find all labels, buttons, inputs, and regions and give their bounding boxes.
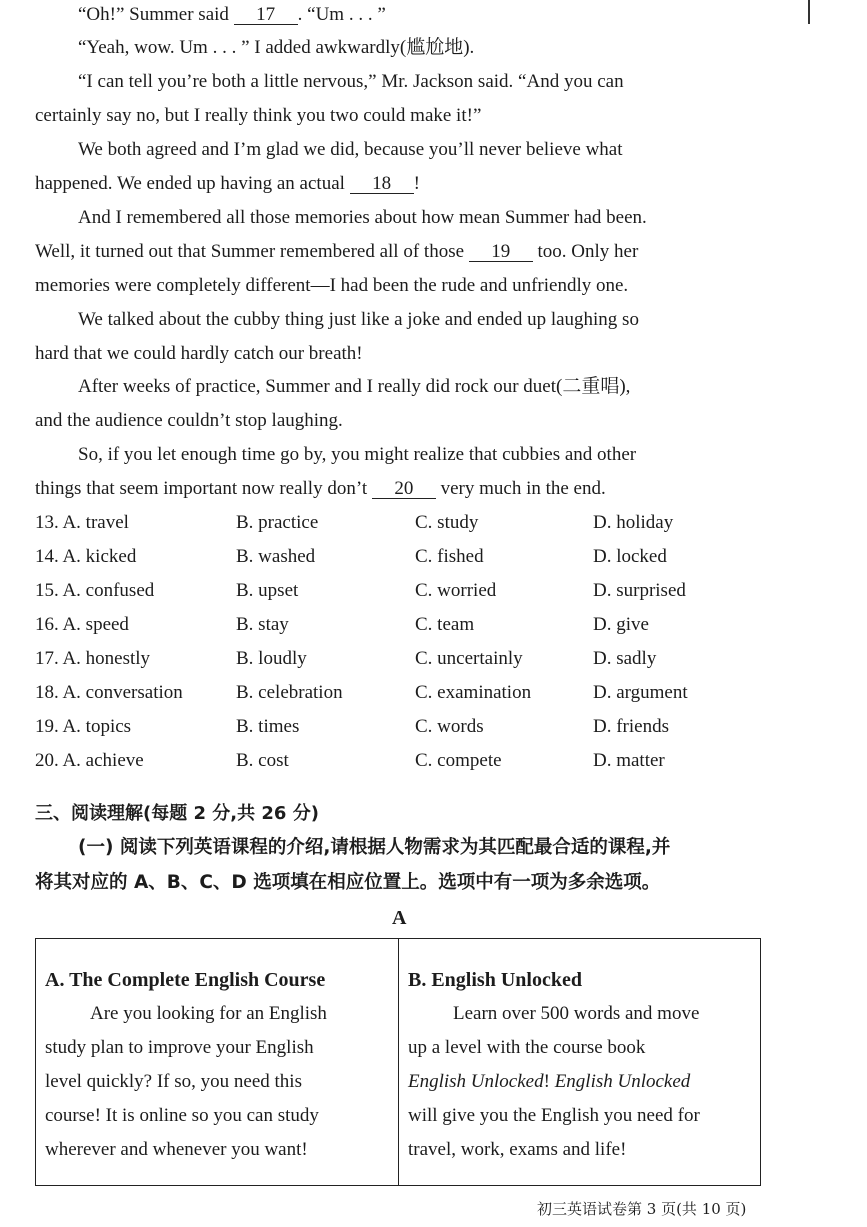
passage-line-11: hard that we could hardly catch our breath! (35, 343, 363, 364)
question-14-option-b: B. washed (236, 546, 316, 567)
passage-line-14: So, if you let enough time go by, you might realize that cubbies and other (78, 444, 637, 465)
question-15-option-b: B. upset (236, 580, 299, 601)
page-footer: 初三英语试卷第 3 页(共 10 页) (537, 1200, 747, 1218)
question-14-option-d: D. locked (593, 546, 667, 567)
question-17-option-a: 17. A. honestly (35, 648, 151, 669)
course-b-line-4: will give you the English you need for (408, 1105, 700, 1126)
question-15-option-a: 15. A. confused (35, 580, 155, 601)
question-17-option-c: C. uncertainly (415, 648, 523, 669)
course-a-line-5: wherever and whenever you want! (45, 1139, 308, 1160)
course-b-line-3: English Unlocked! English Unlocked (408, 1071, 691, 1092)
question-19-option-b: B. times (236, 716, 300, 737)
question-18-option-d: D. argument (593, 682, 688, 703)
passage-line-13: and the audience couldn’t stop laughing. (35, 410, 343, 431)
passage-line-2: “Yeah, wow. Um . . . ” I added awkwardly(尴尬地). (78, 37, 475, 58)
blank-20: 20 (372, 479, 436, 499)
passage-line-5: We both agreed and I’m glad we did, because you’ll never believe what (78, 139, 623, 160)
question-18-option-b: B. celebration (236, 682, 343, 703)
course-b-line-2: up a level with the course book (408, 1037, 646, 1058)
course-table (35, 938, 761, 1186)
blank-18: 18 (350, 174, 414, 194)
question-14-option-c: C. fished (415, 546, 484, 567)
question-13-option-d: D. holiday (593, 512, 674, 533)
question-16-option-d: D. give (593, 614, 649, 635)
passage-line-10: We talked about the cubby thing just like a joke and ended up laughing so (78, 309, 639, 330)
question-19-option-d: D. friends (593, 716, 669, 737)
question-15-option-d: D. surprised (593, 580, 686, 601)
question-20-option-d: D. matter (593, 750, 665, 771)
passage-line-3: “I can tell you’re both a little nervous,” Mr. Jackson said. “And you can (78, 71, 624, 92)
question-18-option-a: 18. A. conversation (35, 682, 183, 703)
question-19-option-a: 19. A. topics (35, 716, 132, 737)
part-label: A (392, 907, 407, 929)
course-a-line-4: course! It is online so you can study (45, 1105, 319, 1126)
question-16-option-b: B. stay (236, 614, 289, 635)
question-13-option-b: B. practice (236, 512, 319, 533)
question-13-option-c: C. study (415, 512, 479, 533)
course-b-line-5: travel, work, exams and life! (408, 1139, 627, 1160)
question-16-option-a: 16. A. speed (35, 614, 129, 635)
passage-line-8: Well, it turned out that Summer remembered all of those 19 too. Only her (35, 241, 639, 262)
question-20-option-c: C. compete (415, 750, 502, 771)
course-table-divider (398, 939, 399, 1185)
question-13-option-a: 13. A. travel (35, 512, 129, 533)
course-a-line-3: level quickly? If so, you need this (45, 1071, 302, 1092)
question-18-option-c: C. examination (415, 682, 532, 703)
question-20-option-a: 20. A. achieve (35, 750, 144, 771)
course-b-title: B. English Unlocked (408, 969, 582, 991)
section-heading: 三、阅读理解(每题 2 分,共 26 分) (35, 803, 319, 824)
page-edge-bar (808, 0, 810, 24)
passage-line-12: After weeks of practice, Summer and I really did rock our duet(二重唱), (78, 376, 631, 397)
passage-line-15: things that seem important now really don’t 20 very much in the end. (35, 478, 606, 499)
passage-line-4: certainly say no, but I really think you two could make it!” (35, 105, 482, 126)
passage-line-9: memories were completely different—I had been the rude and unfriendly one. (35, 275, 629, 296)
question-15-option-c: C. worried (415, 580, 497, 601)
passage-line-1: “Oh!” Summer said 17 . “Um . . . ” (78, 4, 386, 25)
blank-17: 17 (234, 5, 298, 25)
blank-19: 19 (469, 242, 533, 262)
question-20-option-b: B. cost (236, 750, 289, 771)
question-16-option-c: C. team (415, 614, 475, 635)
question-17-option-d: D. sadly (593, 648, 657, 669)
course-a-line-1: Are you looking for an English (90, 1003, 327, 1024)
passage-line-6: happened. We ended up having an actual 18 ! (35, 173, 420, 194)
question-19-option-c: C. words (415, 716, 484, 737)
section-instruction-1: (一) 阅读下列英语课程的介绍,请根据人物需求为其匹配最合适的课程,并 (78, 837, 671, 858)
passage-line-7: And I remembered all those memories about how mean Summer had been. (78, 207, 647, 228)
question-14-option-a: 14. A. kicked (35, 546, 137, 567)
course-a-line-2: study plan to improve your English (45, 1037, 314, 1058)
course-b-line-1: Learn over 500 words and move (453, 1003, 700, 1024)
question-17-option-b: B. loudly (236, 648, 307, 669)
course-a-title: A. The Complete English Course (45, 969, 326, 991)
section-instruction-2: 将其对应的 A、B、C、D 选项填在相应位置上。选项中有一项为多余选项。 (35, 872, 661, 893)
